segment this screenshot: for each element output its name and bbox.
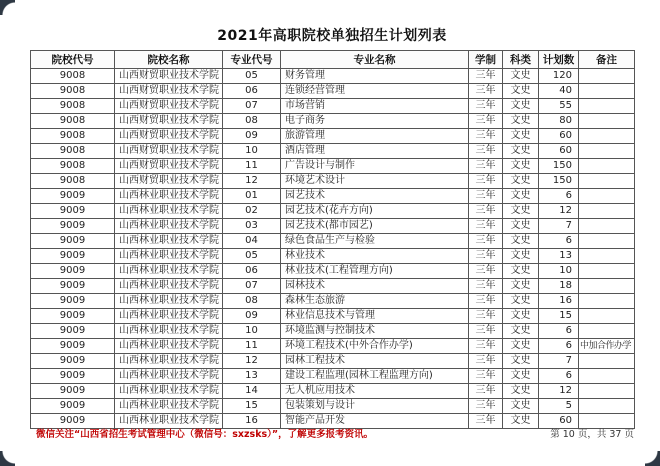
plan_count-cell: 7 — [539, 219, 579, 234]
category-cell: 文史 — [503, 279, 539, 294]
table-row — [31, 174, 635, 189]
college_code-cell: 9009 — [31, 339, 115, 354]
remark-cell — [579, 234, 635, 249]
college_code-cell: 9009 — [31, 369, 115, 384]
college_name-cell: 山西财贸职业技术学院 — [115, 99, 223, 114]
remark-cell — [579, 189, 635, 204]
category-cell: 文史 — [503, 144, 539, 159]
duration-cell: 三年 — [469, 99, 503, 114]
college_name-cell: 山西财贸职业技术学院 — [115, 69, 223, 84]
major_name-cell: 连锁经营管理 — [281, 84, 469, 99]
college_code-cell: 9008 — [31, 129, 115, 144]
college_code-cell: 9009 — [31, 189, 115, 204]
table-row — [31, 84, 635, 99]
college_code-cell: 9009 — [31, 219, 115, 234]
category-cell: 文史 — [503, 339, 539, 354]
duration-cell: 三年 — [469, 339, 503, 354]
table-row — [31, 144, 635, 159]
remark-cell — [579, 264, 635, 279]
major_code-cell: 02 — [223, 204, 281, 219]
college_name-cell: 山西林业职业技术学院 — [115, 279, 223, 294]
remark-cell — [579, 159, 635, 174]
category-cell: 文史 — [503, 204, 539, 219]
college_code-cell: 9009 — [31, 324, 115, 339]
category-cell: 文史 — [503, 174, 539, 189]
college_code-cell: 9008 — [31, 84, 115, 99]
wechat-notice: 微信关注“山西省招生考试管理中心（微信号：sxzsks）”，了解更多报考资讯。 — [36, 429, 374, 440]
major_code-cell: 10 — [223, 144, 281, 159]
plan_count-cell: 150 — [539, 174, 579, 189]
page-footer — [30, 426, 634, 440]
college_name-cell: 山西财贸职业技术学院 — [115, 144, 223, 159]
table-row — [31, 114, 635, 129]
remark-cell — [579, 249, 635, 264]
college_code-cell: 9009 — [31, 414, 115, 429]
major_code-cell: 07 — [223, 99, 281, 114]
major_name-cell: 广告设计与制作 — [281, 159, 469, 174]
college_code-cell: 9009 — [31, 309, 115, 324]
table-row — [31, 189, 635, 204]
major_code-cell: 09 — [223, 309, 281, 324]
table-row — [31, 219, 635, 234]
duration-cell: 三年 — [469, 84, 503, 99]
major_code-cell: 12 — [223, 354, 281, 369]
major_code-cell: 15 — [223, 399, 281, 414]
plan_count-cell: 7 — [539, 354, 579, 369]
major_code-cell: 01 — [223, 189, 281, 204]
major_code-cell: 08 — [223, 294, 281, 309]
major_name-cell: 环境艺术设计 — [281, 174, 469, 189]
plan_count-cell: 15 — [539, 309, 579, 324]
table-row — [31, 159, 635, 174]
remark-cell — [579, 399, 635, 414]
plan_count-cell: 12 — [539, 204, 579, 219]
category-cell: 文史 — [503, 99, 539, 114]
major_name-cell: 包装策划与设计 — [281, 399, 469, 414]
category-cell: 文史 — [503, 69, 539, 84]
remark-cell — [579, 294, 635, 309]
table-row — [31, 279, 635, 294]
major_name-cell: 市场营销 — [281, 99, 469, 114]
major_name-cell: 森林生态旅游 — [281, 294, 469, 309]
remark-cell: 中加合作办学 — [579, 339, 635, 354]
category-cell: 文史 — [503, 384, 539, 399]
plan_count-cell: 12 — [539, 384, 579, 399]
duration-cell: 三年 — [469, 294, 503, 309]
college_name-cell: 山西林业职业技术学院 — [115, 354, 223, 369]
category-cell: 文史 — [503, 234, 539, 249]
major_name-cell: 林业技术(工程管理方向) — [281, 264, 469, 279]
college_name-cell: 山西林业职业技术学院 — [115, 264, 223, 279]
category-cell: 文史 — [503, 189, 539, 204]
duration-cell: 三年 — [469, 324, 503, 339]
remark-cell — [579, 129, 635, 144]
major_code-cell: 11 — [223, 159, 281, 174]
college_code-cell: 9009 — [31, 279, 115, 294]
plan_count-cell: 150 — [539, 159, 579, 174]
col-header-college_name: 院校名称 — [115, 51, 223, 69]
college_code-cell: 9009 — [31, 264, 115, 279]
document-page — [30, 0, 634, 429]
college_name-cell: 山西财贸职业技术学院 — [115, 159, 223, 174]
remark-cell — [579, 309, 635, 324]
college_name-cell: 山西林业职业技术学院 — [115, 294, 223, 309]
college_name-cell: 山西林业职业技术学院 — [115, 384, 223, 399]
category-cell: 文史 — [503, 129, 539, 144]
college_code-cell: 9008 — [31, 144, 115, 159]
remark-cell — [579, 144, 635, 159]
category-cell: 文史 — [503, 354, 539, 369]
table-row — [31, 129, 635, 144]
remark-cell — [579, 354, 635, 369]
major_code-cell: 06 — [223, 264, 281, 279]
remark-cell — [579, 174, 635, 189]
plan_count-cell: 60 — [539, 144, 579, 159]
plan_count-cell: 13 — [539, 249, 579, 264]
major_code-cell: 14 — [223, 384, 281, 399]
major_name-cell: 园艺技术(都市园艺) — [281, 219, 469, 234]
plan_count-cell: 120 — [539, 69, 579, 84]
plan_count-cell: 16 — [539, 294, 579, 309]
table-row — [31, 384, 635, 399]
major_name-cell: 智能产品开发 — [281, 414, 469, 429]
remark-cell — [579, 369, 635, 384]
college_name-cell: 山西林业职业技术学院 — [115, 219, 223, 234]
category-cell: 文史 — [503, 159, 539, 174]
remark-cell — [579, 69, 635, 84]
rounded-corner-bottom-right — [645, 451, 660, 466]
major_code-cell: 10 — [223, 324, 281, 339]
col-header-college_code: 院校代号 — [31, 51, 115, 69]
college_code-cell: 9008 — [31, 99, 115, 114]
college_name-cell: 山西林业职业技术学院 — [115, 309, 223, 324]
category-cell: 文史 — [503, 309, 539, 324]
college_name-cell: 山西林业职业技术学院 — [115, 204, 223, 219]
college_code-cell: 9008 — [31, 114, 115, 129]
remark-cell — [579, 114, 635, 129]
duration-cell: 三年 — [469, 219, 503, 234]
duration-cell: 三年 — [469, 189, 503, 204]
duration-cell: 三年 — [469, 369, 503, 384]
college_name-cell: 山西财贸职业技术学院 — [115, 84, 223, 99]
table-header-row — [31, 51, 635, 69]
plan_count-cell: 40 — [539, 84, 579, 99]
major_name-cell: 环境工程技术(中外合作办学) — [281, 339, 469, 354]
rounded-corner-top-left — [0, 0, 15, 15]
major_name-cell: 园林技术 — [281, 279, 469, 294]
table-row — [31, 354, 635, 369]
college_name-cell: 山西林业职业技术学院 — [115, 369, 223, 384]
duration-cell: 三年 — [469, 69, 503, 84]
page-number: 第 10 页，共 37 页 — [550, 429, 634, 440]
plan_count-cell: 5 — [539, 399, 579, 414]
category-cell: 文史 — [503, 324, 539, 339]
major_name-cell: 环境监测与控制技术 — [281, 324, 469, 339]
duration-cell: 三年 — [469, 249, 503, 264]
duration-cell: 三年 — [469, 309, 503, 324]
category-cell: 文史 — [503, 294, 539, 309]
major_name-cell: 林业信息技术与管理 — [281, 309, 469, 324]
duration-cell: 三年 — [469, 129, 503, 144]
plan_count-cell: 10 — [539, 264, 579, 279]
plan_count-cell: 60 — [539, 414, 579, 429]
college_code-cell: 9008 — [31, 69, 115, 84]
remark-cell — [579, 279, 635, 294]
major_name-cell: 园林工程技术 — [281, 354, 469, 369]
table-row — [31, 309, 635, 324]
college_name-cell: 山西林业职业技术学院 — [115, 234, 223, 249]
duration-cell: 三年 — [469, 234, 503, 249]
college_name-cell: 山西林业职业技术学院 — [115, 414, 223, 429]
duration-cell: 三年 — [469, 384, 503, 399]
col-header-major_name: 专业名称 — [281, 51, 469, 69]
college_code-cell: 9009 — [31, 204, 115, 219]
category-cell: 文史 — [503, 399, 539, 414]
major_name-cell: 旅游管理 — [281, 129, 469, 144]
duration-cell: 三年 — [469, 264, 503, 279]
col-header-major_code: 专业代号 — [223, 51, 281, 69]
major_name-cell: 绿色食品生产与检验 — [281, 234, 469, 249]
major_code-cell: 12 — [223, 174, 281, 189]
college_code-cell: 9009 — [31, 354, 115, 369]
plan_count-cell: 6 — [539, 339, 579, 354]
col-header-category: 科类 — [503, 51, 539, 69]
major_code-cell: 16 — [223, 414, 281, 429]
major_name-cell: 无人机应用技术 — [281, 384, 469, 399]
category-cell: 文史 — [503, 84, 539, 99]
remark-cell — [579, 384, 635, 399]
major_code-cell: 04 — [223, 234, 281, 249]
category-cell: 文史 — [503, 249, 539, 264]
category-cell: 文史 — [503, 219, 539, 234]
major_name-cell: 酒店管理 — [281, 144, 469, 159]
college_name-cell: 山西林业职业技术学院 — [115, 324, 223, 339]
table-row — [31, 234, 635, 249]
remark-cell — [579, 324, 635, 339]
table-row — [31, 204, 635, 219]
remark-cell — [579, 219, 635, 234]
enrollment-plan-table — [30, 50, 635, 429]
duration-cell: 三年 — [469, 174, 503, 189]
major_code-cell: 05 — [223, 69, 281, 84]
college_name-cell: 山西林业职业技术学院 — [115, 399, 223, 414]
college_code-cell: 9008 — [31, 159, 115, 174]
category-cell: 文史 — [503, 414, 539, 429]
college_name-cell: 山西财贸职业技术学院 — [115, 129, 223, 144]
category-cell: 文史 — [503, 264, 539, 279]
plan_count-cell: 80 — [539, 114, 579, 129]
table-row — [31, 99, 635, 114]
rounded-corner-bottom-left — [0, 451, 15, 466]
major_name-cell: 电子商务 — [281, 114, 469, 129]
col-header-remark: 备注 — [579, 51, 635, 69]
table-row — [31, 399, 635, 414]
major_code-cell: 07 — [223, 279, 281, 294]
duration-cell: 三年 — [469, 414, 503, 429]
college_code-cell: 9008 — [31, 174, 115, 189]
major_code-cell: 03 — [223, 219, 281, 234]
college_name-cell: 山西财贸职业技术学院 — [115, 174, 223, 189]
plan_count-cell: 6 — [539, 234, 579, 249]
remark-cell — [579, 99, 635, 114]
major_name-cell: 园艺技术(花卉方向) — [281, 204, 469, 219]
remark-cell — [579, 204, 635, 219]
college_name-cell: 山西财贸职业技术学院 — [115, 114, 223, 129]
table-row — [31, 69, 635, 84]
plan_count-cell: 6 — [539, 369, 579, 384]
table-row — [31, 324, 635, 339]
plan_count-cell: 55 — [539, 99, 579, 114]
page-title: 2021年高职院校单独招生计划列表 — [217, 28, 447, 44]
major_name-cell: 园艺技术 — [281, 189, 469, 204]
duration-cell: 三年 — [469, 399, 503, 414]
major_code-cell: 08 — [223, 114, 281, 129]
plan_count-cell: 60 — [539, 129, 579, 144]
major_name-cell: 建设工程监理(园林工程监理方向) — [281, 369, 469, 384]
table-row — [31, 249, 635, 264]
plan_count-cell: 6 — [539, 189, 579, 204]
major_code-cell: 05 — [223, 249, 281, 264]
table-row — [31, 264, 635, 279]
major_code-cell: 09 — [223, 129, 281, 144]
major_code-cell: 11 — [223, 339, 281, 354]
plan_count-cell: 6 — [539, 324, 579, 339]
major_code-cell: 13 — [223, 369, 281, 384]
college_code-cell: 9009 — [31, 294, 115, 309]
major_name-cell: 林业技术 — [281, 249, 469, 264]
table-row — [31, 294, 635, 309]
college_code-cell: 9009 — [31, 384, 115, 399]
college_name-cell: 山西林业职业技术学院 — [115, 189, 223, 204]
plan_count-cell: 18 — [539, 279, 579, 294]
col-header-plan_count: 计划数 — [539, 51, 579, 69]
college_name-cell: 山西林业职业技术学院 — [115, 339, 223, 354]
duration-cell: 三年 — [469, 354, 503, 369]
duration-cell: 三年 — [469, 159, 503, 174]
major_code-cell: 06 — [223, 84, 281, 99]
college_code-cell: 9009 — [31, 249, 115, 264]
table-row — [31, 339, 635, 354]
duration-cell: 三年 — [469, 204, 503, 219]
category-cell: 文史 — [503, 114, 539, 129]
duration-cell: 三年 — [469, 114, 503, 129]
major_name-cell: 财务管理 — [281, 69, 469, 84]
col-header-duration: 学制 — [469, 51, 503, 69]
remark-cell — [579, 84, 635, 99]
category-cell: 文史 — [503, 369, 539, 384]
college_code-cell: 9009 — [31, 234, 115, 249]
table-row — [31, 369, 635, 384]
duration-cell: 三年 — [469, 279, 503, 294]
duration-cell: 三年 — [469, 144, 503, 159]
college_code-cell: 9009 — [31, 399, 115, 414]
college_name-cell: 山西林业职业技术学院 — [115, 249, 223, 264]
